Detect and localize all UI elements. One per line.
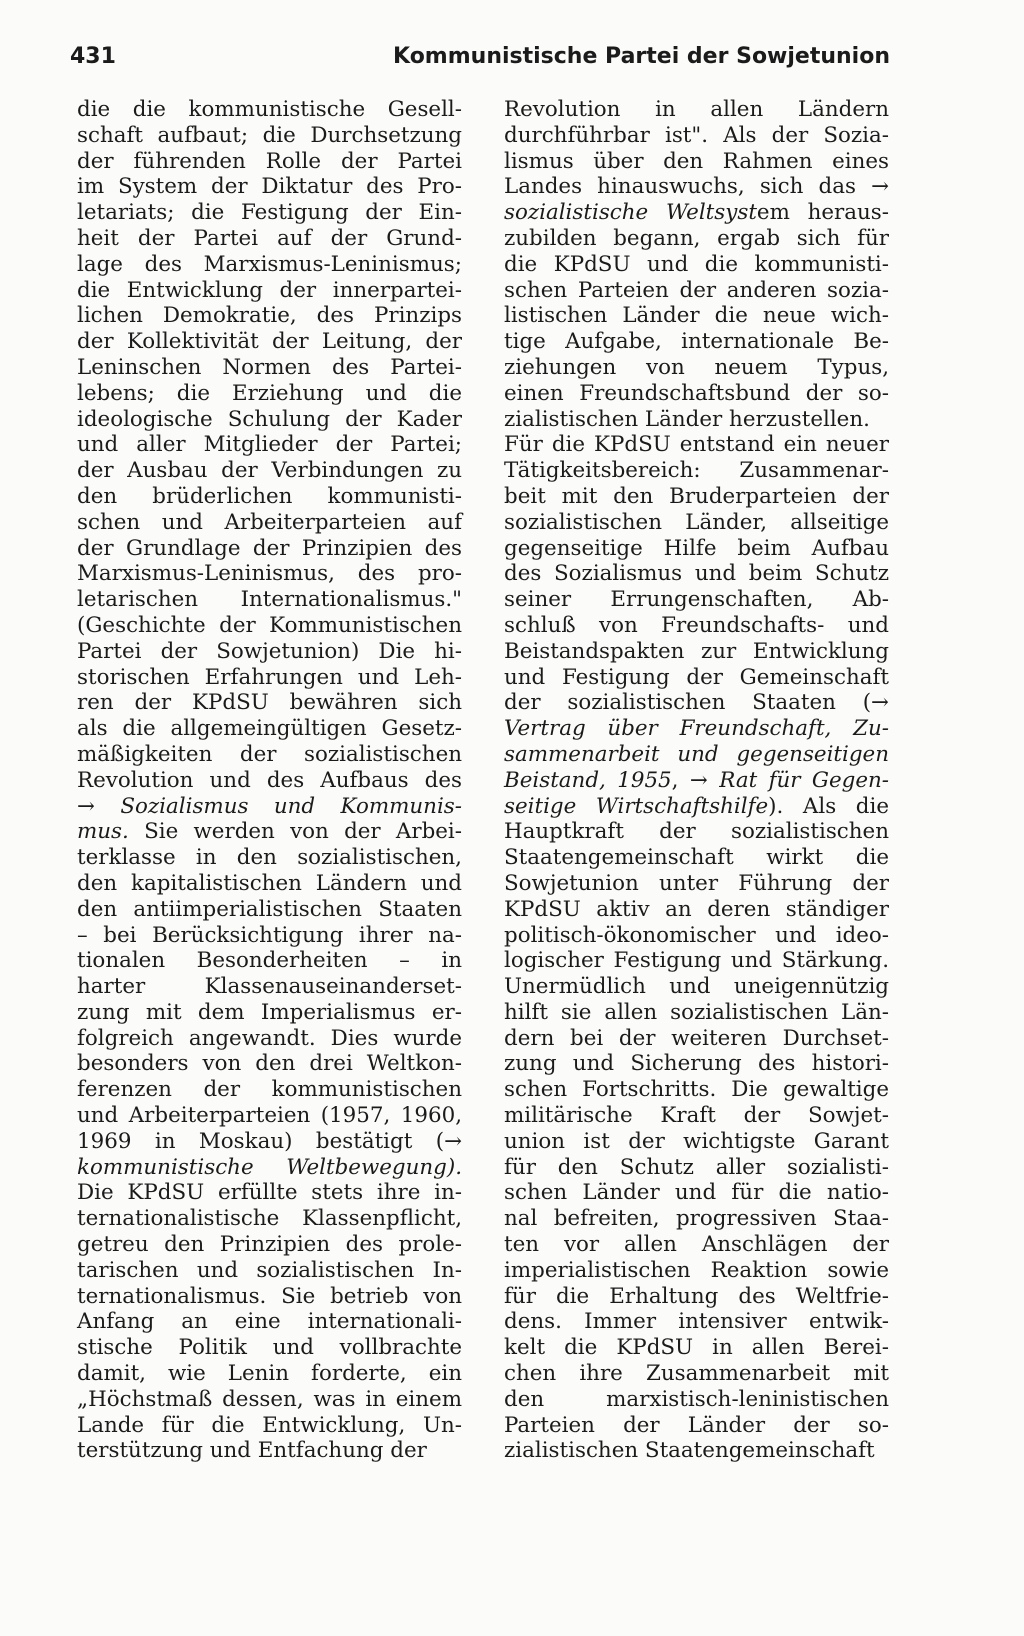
right-column-line: Beistand, 1955, → Rat für Gegen- <box>504 767 889 793</box>
right-column-line: kelt die KPdSU in allen Berei- <box>504 1335 889 1361</box>
left-column-line: → Sozialismus und Kommunis- <box>77 793 462 819</box>
right-column-line: listischen Länder die neue wich- <box>504 303 889 329</box>
right-column-line: den marxistisch-leninistischen <box>504 1386 889 1412</box>
left-column-line: mäßigkeiten der sozialistischen <box>77 741 462 767</box>
right-column-line: beit mit den Bruderparteien der <box>504 483 889 509</box>
left-column-line: Partei der Sowjetunion) Die hi- <box>77 638 462 664</box>
right-column-line: für den Schutz aller sozialisti- <box>504 1154 889 1180</box>
right-column-line: schen Länder und für die natio- <box>504 1180 889 1206</box>
right-column-line: gegenseitige Hilfe beim Aufbau <box>504 535 889 561</box>
right-column-line: zubilden begann, ergab sich für <box>504 225 889 251</box>
right-column-line: zung und Sicherung des histori- <box>504 1051 889 1077</box>
running-head: Kommunistische Partei der Sowjetunion <box>393 44 890 69</box>
left-column-line: die die kommunistische Gesell- <box>77 97 462 122</box>
right-column-line: dens. Immer intensiver entwik- <box>504 1309 889 1335</box>
left-column-line: der Ausbau der Verbindungen zu <box>77 458 462 484</box>
right-column-line: Revolution in allen Ländern <box>504 97 889 122</box>
right-column-line: Vertrag über Freundschaft, Zu- <box>504 716 889 742</box>
right-column-line: tige Aufgabe, internationale Be- <box>504 329 889 355</box>
right-column-line: Hauptkraft der sozialistischen <box>504 819 889 845</box>
right-column-line: Landes hinauswuchs, sich das → <box>504 174 889 200</box>
left-column-line: im System der Diktatur des Pro- <box>77 174 462 200</box>
left-column-line: ternationalistische Klassenpflicht, <box>77 1206 462 1232</box>
right-column-line: Für die KPdSU entstand ein neuer <box>504 432 889 458</box>
left-column-line: kommunistische Weltbewegung). <box>77 1154 462 1180</box>
right-column-line: hilft sie allen sozialistischen Län- <box>504 999 889 1025</box>
right-column-line: lismus über den Rahmen eines <box>504 148 889 174</box>
right-column-line: sozialistische Weltsystem heraus- <box>504 200 889 226</box>
left-column-line: ren der KPdSU bewähren sich <box>77 690 462 716</box>
left-column-line: mus. Sie werden von der Arbei- <box>77 819 462 845</box>
right-column-line: schen Parteien der anderen sozia- <box>504 277 889 303</box>
left-column-line: getreu den Prinzipien des prole- <box>77 1232 462 1258</box>
left-column-line: heit der Partei auf der Grund- <box>77 225 462 251</box>
left-column-line: ideologische Schulung der Kader <box>77 406 462 432</box>
right-column-line: imperialistischen Reaktion sowie <box>504 1257 889 1283</box>
right-column-line: Unermüdlich und uneigennützig <box>504 974 889 1000</box>
left-column-line: tarischen und sozialistischen In- <box>77 1257 462 1283</box>
right-column-line: seiner Errungenschaften, Ab- <box>504 587 889 613</box>
left-column-line: als die allgemeingültigen Gesetz- <box>77 716 462 742</box>
left-column-line: „Höchstmaß dessen, was in einem <box>77 1386 462 1412</box>
right-column-line: logischer Festigung und Stärkung. <box>504 948 889 974</box>
left-column-line: damit, wie Lenin forderte, ein <box>77 1361 462 1387</box>
right-column-line: einen Freundschaftsbund der so- <box>504 380 889 406</box>
right-column-line: schen Fortschritts. Die gewaltige <box>504 1077 889 1103</box>
right-column-line: ten vor allen Anschlägen der <box>504 1232 889 1258</box>
left-column-line: 1969 in Moskau) bestätigt (→ <box>77 1128 462 1154</box>
right-column-line: nal befreiten, progressiven Staa- <box>504 1206 889 1232</box>
right-column-line: des Sozialismus und beim Schutz <box>504 561 889 587</box>
left-column-line: der Kollektivität der Leitung, der <box>77 329 462 355</box>
left-column-line: Die KPdSU erfüllte stets ihre in- <box>77 1180 462 1206</box>
right-column-line: sammenarbeit und gegenseitigen <box>504 741 889 767</box>
left-column-line: – bei Berücksichtigung ihrer na- <box>77 922 462 948</box>
left-column-line: Lande für die Entwicklung, Un- <box>77 1412 462 1438</box>
left-column-line: der Grundlage der Prinzipien des <box>77 535 462 561</box>
right-column-line: dern bei der weiteren Durchset- <box>504 1025 889 1051</box>
left-column-line: schaft aufbaut; die Durchsetzung <box>77 122 462 148</box>
left-column-line: folgreich angewandt. Dies wurde <box>77 1025 462 1051</box>
left-column-line: zung mit dem Imperialismus er- <box>77 999 462 1025</box>
right-column-line: der sozialistischen Staaten (→ <box>504 690 889 716</box>
right-column-line: union ist der wichtigste Garant <box>504 1128 889 1154</box>
page-number: 431 <box>70 44 116 69</box>
left-column-line: und aller Mitglieder der Partei; <box>77 432 462 458</box>
right-column-line: chen ihre Zusammenarbeit mit <box>504 1361 889 1387</box>
left-column-line: tionalen Besonderheiten – in <box>77 948 462 974</box>
right-column-line: und Festigung der Gemeinschaft <box>504 664 889 690</box>
right-column-line: KPdSU aktiv an deren ständiger <box>504 896 889 922</box>
left-column-line: harter Klassenauseinanderset- <box>77 974 462 1000</box>
right-column-line: schluß von Freundschafts- und <box>504 612 889 638</box>
page-header <box>70 44 890 78</box>
left-column-line: schen und Arbeiterparteien auf <box>77 509 462 535</box>
left-column <box>77 97 462 1464</box>
left-column-line: ferenzen der kommunistischen <box>77 1077 462 1103</box>
right-column-line: seitige Wirtschaftshilfe). Als die <box>504 793 889 819</box>
left-column-line: die Entwicklung der innerpartei- <box>77 277 462 303</box>
left-column-line: Marxismus-Leninismus, des pro- <box>77 561 462 587</box>
right-column-line: Staatengemeinschaft wirkt die <box>504 845 889 871</box>
left-column-line: terklasse in den sozialistischen, <box>77 845 462 871</box>
left-column-line: Revolution und des Aufbaus des <box>77 767 462 793</box>
left-column-line: und Arbeiterparteien (1957, 1960, <box>77 1103 462 1129</box>
left-column-line: den kapitalistischen Ländern und <box>77 870 462 896</box>
right-column-line: Sowjetunion unter Führung der <box>504 870 889 896</box>
right-column-line: durchführbar ist". Als der Sozia- <box>504 122 889 148</box>
right-column-line: ziehungen von neuem Typus, <box>504 354 889 380</box>
left-column-line: besonders von den drei Weltkon- <box>77 1051 462 1077</box>
right-column-line: militärische Kraft der Sowjet- <box>504 1103 889 1129</box>
left-column-line: ternationalismus. Sie betrieb von <box>77 1283 462 1309</box>
left-column-line: letarischen Internationalismus." <box>77 587 462 613</box>
right-column-line: zialistischen Länder herzustellen. <box>504 406 870 432</box>
left-column-line: storischen Erfahrungen und Leh- <box>77 664 462 690</box>
left-column-line: letariats; die Festigung der Ein- <box>77 200 462 226</box>
left-column-line: den antiimperialistischen Staaten <box>77 896 462 922</box>
left-column-line: Anfang an eine internationali- <box>77 1309 462 1335</box>
left-column-line: den brüderlichen kommunisti- <box>77 483 462 509</box>
left-column-line: der führenden Rolle der Partei <box>77 148 462 174</box>
right-column-line: Parteien der Länder der so- <box>504 1412 889 1438</box>
right-column-line: für die Erhaltung des Weltfrie- <box>504 1283 889 1309</box>
right-column-line: Tätigkeitsbereich: Zusammenar- <box>504 458 889 484</box>
right-column-line: Beistandspakten zur Entwicklung <box>504 638 889 664</box>
right-column-line: sozialistischen Länder, allseitige <box>504 509 889 535</box>
right-column-line: politisch-ökonomischer und ideo- <box>504 922 889 948</box>
right-column-line: zialistischen Staatengemeinschaft <box>504 1438 875 1464</box>
left-column-line: terstützung und Entfachung der <box>77 1438 427 1464</box>
left-column-line: lage des Marxismus-Leninismus; <box>77 251 462 277</box>
left-column-line: stische Politik und vollbrachte <box>77 1335 462 1361</box>
right-column <box>504 97 889 1464</box>
left-column-line: Leninschen Normen des Partei- <box>77 354 462 380</box>
left-column-line: (Geschichte der Kommunistischen <box>77 612 462 638</box>
left-column-line: lichen Demokratie, des Prinzips <box>77 303 462 329</box>
right-column-line: die KPdSU und die kommunisti- <box>504 251 889 277</box>
left-column-line: lebens; die Erziehung und die <box>77 380 462 406</box>
